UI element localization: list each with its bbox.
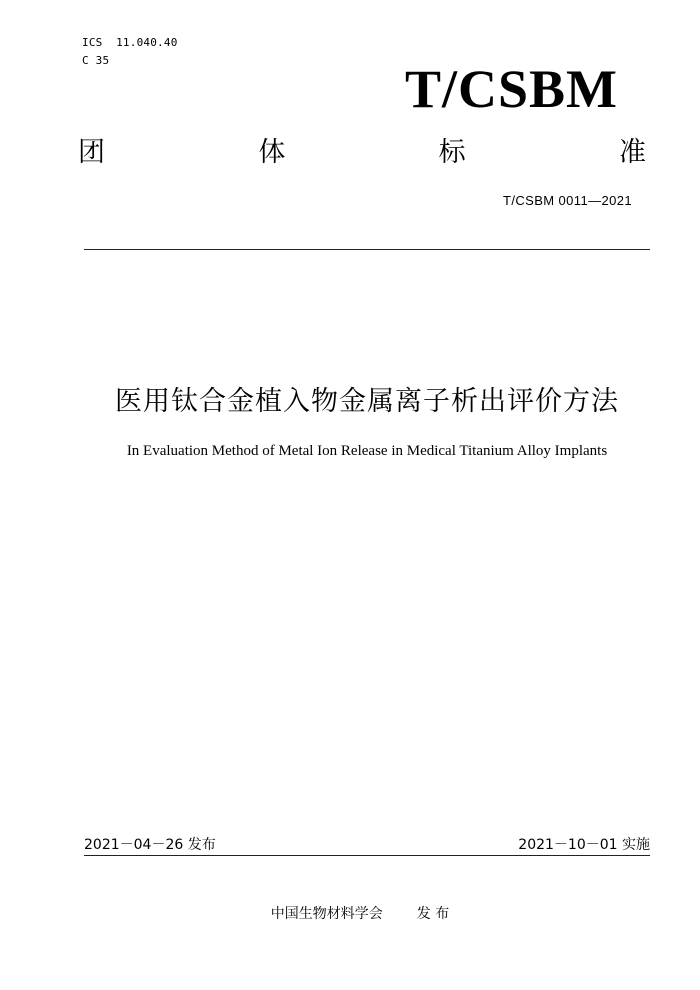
standard-type (78, 134, 646, 172)
standard-type-char: 标 (438, 137, 466, 168)
ccs-code: C 35 (82, 54, 110, 67)
standard-type-char: 体 (258, 137, 286, 168)
document-title-chinese: 医用钛合金植入物金属离子析出评价方法 (115, 386, 619, 417)
publisher-action: 发 布 (416, 906, 450, 922)
standard-number: T/CSBM 0011—2021 (503, 193, 632, 208)
header-divider (84, 249, 650, 250)
publisher-line (0, 902, 700, 926)
standard-type-char: 准 (618, 137, 646, 168)
organization-code: T/CSBM (404, 59, 618, 119)
footer-divider (84, 855, 650, 856)
implementation-date: 2021－10－01 实施 (518, 837, 650, 853)
ics-code: ICS 11.040.40 (82, 36, 178, 49)
publisher-name: 中国生物材料学会 (270, 906, 383, 922)
document-title-english: In Evaluation Method of Metal Ion Release in Medical Titanium Alloy Implants (126, 443, 608, 459)
classification-codes (82, 34, 178, 70)
issue-date: 2021－04－26 发布 (84, 837, 216, 853)
standard-type-char: 团 (78, 137, 105, 168)
